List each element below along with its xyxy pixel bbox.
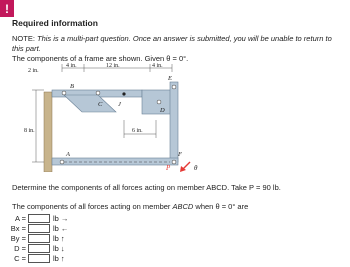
answer-unit: lb	[53, 224, 59, 233]
answer-label: A =	[14, 214, 26, 223]
dim-2in: 2 in.	[28, 68, 39, 74]
given-text: The components of a frame are shown. Given θ = 0°.	[12, 54, 189, 63]
answer-input[interactable]	[28, 224, 50, 233]
label-c: C	[98, 101, 103, 108]
question-text: Determine the components of all forces acting on member ABCD. Take P = 90 lb.	[12, 183, 281, 192]
answer-row	[4, 234, 65, 243]
member-af	[52, 158, 178, 165]
answer-unit: lb	[53, 214, 59, 223]
label-j: J	[118, 101, 121, 108]
pin-c	[96, 91, 100, 95]
frame-figure	[24, 62, 284, 172]
section-header: Required information	[12, 18, 98, 28]
label-f: F	[178, 151, 182, 158]
answer-unit: lb	[53, 244, 59, 253]
label-a: A	[66, 151, 70, 158]
dim-8in: 8 in.	[24, 128, 35, 134]
dim-6in: 6 in.	[132, 128, 143, 134]
answer-input[interactable]	[28, 244, 50, 253]
answer-input[interactable]	[28, 214, 50, 223]
direction-arrow-icon: ↑	[60, 234, 65, 243]
answer-row	[4, 224, 68, 233]
answer-label: Bx =	[10, 224, 26, 233]
pin-e	[172, 85, 176, 89]
answer-label: D =	[14, 244, 26, 253]
member-ef	[170, 82, 178, 162]
answer-label: By =	[10, 234, 26, 243]
label-theta: θ	[194, 164, 198, 172]
direction-arrow-icon: ↓	[60, 244, 65, 253]
alert-icon: !	[0, 0, 14, 17]
wall-support	[44, 92, 52, 172]
answer-input[interactable]	[28, 234, 50, 243]
dim-4in-a: 4 in.	[66, 63, 77, 69]
note-body: This is a multi-part question. Once an answer is submitted, you will be unable to return to this part.	[12, 34, 332, 53]
dim-4in-b: 4 in.	[152, 63, 163, 69]
answer-unit: lb	[53, 234, 59, 243]
direction-arrow-icon: ←	[60, 224, 69, 233]
dim-12in: 12 in.	[106, 63, 120, 69]
answer-label: C =	[14, 254, 26, 263]
label-p: P	[166, 164, 171, 172]
note-label: NOTE:	[12, 34, 38, 43]
pin-a	[60, 160, 64, 164]
label-d: D	[160, 107, 165, 114]
answer-unit: lb	[53, 254, 59, 263]
pin-f	[172, 160, 176, 164]
answer-row	[4, 214, 68, 223]
answer-row	[4, 244, 65, 253]
answer-prompt: The components of all forces acting on member ABCD when θ = 0° are	[12, 202, 249, 211]
direction-arrow-icon: ↑	[60, 254, 65, 263]
answer-input[interactable]	[28, 254, 50, 263]
answer-row	[4, 254, 65, 263]
pin-d	[157, 100, 161, 104]
label-b: B	[70, 83, 74, 90]
pin-b	[62, 91, 66, 95]
label-e: E	[168, 75, 172, 82]
direction-arrow-icon: →	[60, 214, 69, 223]
link-bc	[64, 95, 116, 112]
note-text	[12, 34, 342, 53]
pin-j	[122, 92, 125, 95]
